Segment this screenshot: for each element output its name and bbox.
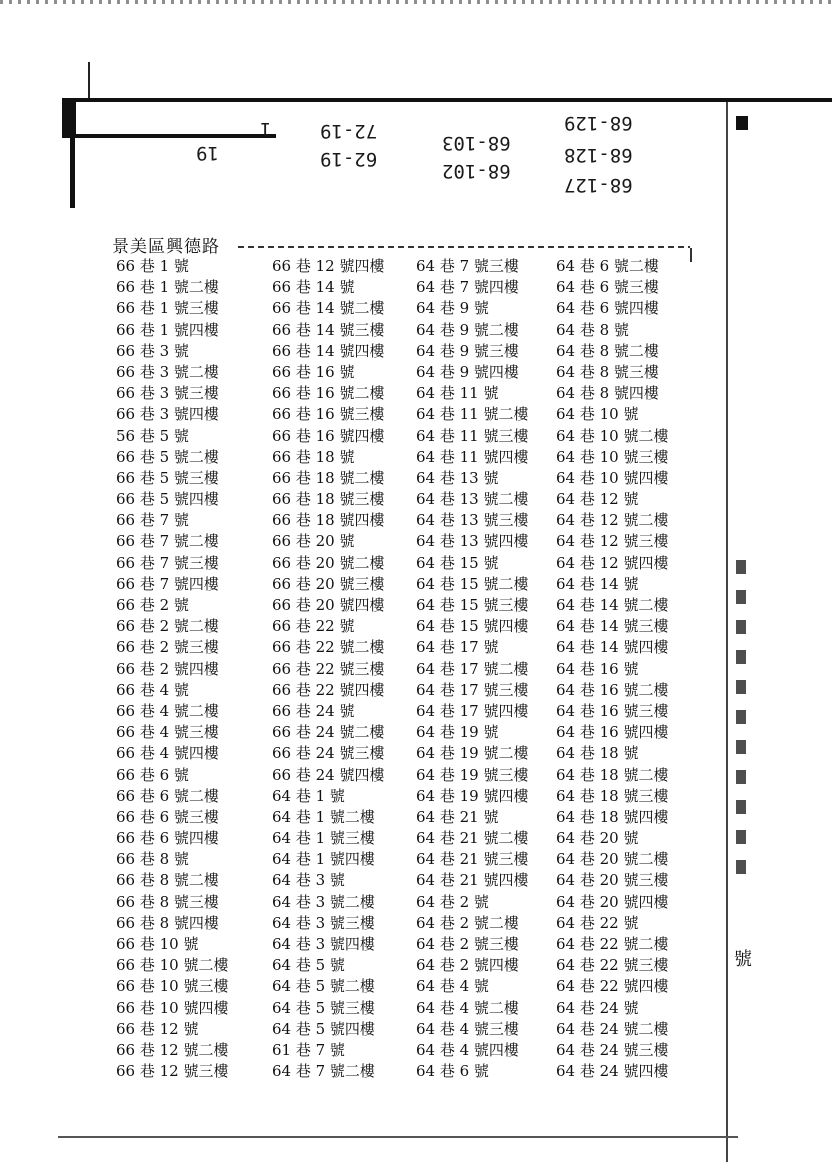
binding-edge-blot bbox=[736, 116, 748, 130]
address-entry: 66 巷 12 號二樓 bbox=[116, 1040, 229, 1059]
address-entry: 66 巷 20 號四樓 bbox=[272, 596, 385, 614]
address-entry: 66 巷 7 號四樓 bbox=[116, 574, 219, 593]
address-entry: 64 巷 20 號四樓 bbox=[556, 892, 669, 911]
header-rule bbox=[76, 134, 276, 138]
address-entry: 66 巷 22 號三樓 bbox=[272, 659, 385, 678]
address-entry: 64 巷 6 號二樓 bbox=[556, 257, 659, 275]
address-entry: 66 巷 3 號三樓 bbox=[116, 384, 219, 403]
address-entry: 64 巷 21 號二樓 bbox=[416, 829, 529, 848]
address-entry: 64 巷 7 號四樓 bbox=[416, 278, 519, 297]
address-entry: 66 巷 14 號四樓 bbox=[272, 341, 385, 360]
address-entry: 64 巷 6 號 bbox=[416, 1062, 489, 1081]
address-entry: 66 巷 18 號 bbox=[272, 447, 355, 466]
address-entry: 64 巷 14 號二樓 bbox=[556, 596, 669, 614]
address-entry: 64 巷 7 號二樓 bbox=[272, 1062, 375, 1081]
address-entry: 64 巷 22 號 bbox=[556, 913, 639, 932]
address-entry: 64 巷 20 號 bbox=[556, 829, 639, 848]
address-entry: 66 巷 14 號 bbox=[272, 278, 355, 297]
address-entry: 64 巷 8 號二樓 bbox=[556, 341, 659, 360]
address-column-1 bbox=[116, 256, 228, 1082]
address-entry: 66 巷 5 號二樓 bbox=[116, 447, 219, 466]
address-entry: 64 巷 9 號 bbox=[416, 299, 489, 318]
address-entry: 66 巷 3 號二樓 bbox=[116, 362, 219, 381]
address-entry: 66 巷 24 號四樓 bbox=[272, 765, 385, 784]
binding-edge-marks bbox=[736, 560, 746, 880]
address-entry: 64 巷 22 號四樓 bbox=[556, 977, 669, 996]
address-entry: 66 巷 1 號三樓 bbox=[116, 299, 219, 318]
mirrored-code: 62-19 bbox=[320, 148, 378, 170]
address-entry: 66 巷 2 號三樓 bbox=[116, 638, 219, 657]
address-entry: 64 巷 4 號 bbox=[416, 977, 489, 996]
address-entry: 64 巷 8 號三樓 bbox=[556, 362, 659, 381]
address-entry: 64 巷 21 號三樓 bbox=[416, 850, 529, 869]
address-entry: 64 巷 13 號三樓 bbox=[416, 511, 529, 530]
address-entry: 66 巷 4 號二樓 bbox=[116, 701, 219, 720]
address-entry: 66 巷 14 號二樓 bbox=[272, 299, 385, 318]
frame-top-border bbox=[62, 98, 832, 102]
address-entry: 64 巷 5 號三樓 bbox=[272, 998, 375, 1017]
address-entry: 66 巷 20 號三樓 bbox=[272, 574, 385, 593]
address-entry: 64 巷 16 號三樓 bbox=[556, 701, 669, 720]
address-entry: 64 巷 18 號 bbox=[556, 744, 639, 763]
address-entry: 64 巷 15 號 bbox=[416, 553, 499, 572]
address-entry: 64 巷 6 號四樓 bbox=[556, 299, 659, 318]
address-entry: 64 巷 18 號二樓 bbox=[556, 765, 669, 784]
address-entry: 64 巷 10 號三樓 bbox=[556, 447, 669, 466]
address-entry: 66 巷 18 號四樓 bbox=[272, 511, 385, 530]
address-entry: 64 巷 7 號三樓 bbox=[416, 257, 519, 275]
address-entry: 66 巷 6 號二樓 bbox=[116, 786, 219, 805]
address-entry: 64 巷 12 號三樓 bbox=[556, 532, 669, 551]
address-entry: 66 巷 7 號 bbox=[116, 511, 189, 530]
address-entry: 64 巷 10 號二樓 bbox=[556, 426, 669, 445]
address-entry: 64 巷 16 號二樓 bbox=[556, 680, 669, 699]
address-entry: 64 巷 4 號三樓 bbox=[416, 1019, 519, 1038]
address-entry: 64 巷 24 號 bbox=[556, 998, 639, 1017]
address-entry: 64 巷 14 號四樓 bbox=[556, 638, 669, 657]
address-entry: 66 巷 8 號四樓 bbox=[116, 913, 219, 932]
address-entry: 66 巷 24 號二樓 bbox=[272, 723, 385, 742]
address-entry: 64 巷 3 號 bbox=[272, 871, 345, 890]
address-entry: 64 巷 15 號三樓 bbox=[416, 596, 529, 614]
address-entry: 64 巷 3 號四樓 bbox=[272, 935, 375, 953]
address-entry: 64 巷 9 號三樓 bbox=[416, 341, 519, 360]
address-entry: 64 巷 1 號四樓 bbox=[272, 850, 375, 869]
address-entry: 64 巷 24 號二樓 bbox=[556, 1019, 669, 1038]
address-entry: 64 巷 2 號 bbox=[416, 892, 489, 911]
address-entry: 66 巷 22 號二樓 bbox=[272, 638, 385, 657]
address-entry: 66 巷 1 號四樓 bbox=[116, 320, 219, 339]
address-column-4 bbox=[556, 256, 668, 1082]
address-entry: 64 巷 21 號 bbox=[416, 807, 499, 826]
address-entry: 64 巷 24 號三樓 bbox=[556, 1040, 669, 1059]
address-entry: 66 巷 4 號四樓 bbox=[116, 744, 219, 763]
address-entry: 56 巷 5 號 bbox=[116, 426, 189, 445]
address-entry: 66 巷 10 號二樓 bbox=[116, 956, 229, 975]
address-entry: 64 巷 20 號三樓 bbox=[556, 871, 669, 890]
mirrored-code: 68-102 bbox=[442, 160, 511, 182]
scan-mark bbox=[88, 62, 90, 98]
address-entry: 64 巷 12 號 bbox=[556, 490, 639, 509]
address-entry: 64 巷 5 號 bbox=[272, 956, 345, 975]
address-entry: 64 巷 18 號四樓 bbox=[556, 807, 669, 826]
address-entry: 66 巷 16 號二樓 bbox=[272, 384, 385, 403]
mirrored-code: 19 bbox=[196, 142, 219, 164]
address-entry: 66 巷 7 號三樓 bbox=[116, 553, 219, 572]
address-entry: 61 巷 7 號 bbox=[272, 1040, 345, 1059]
address-entry: 64 巷 3 號三樓 bbox=[272, 913, 375, 932]
address-entry: 64 巷 22 號三樓 bbox=[556, 956, 669, 975]
address-entry: 64 巷 11 號三樓 bbox=[416, 426, 529, 445]
mirrored-code: 68-127 bbox=[564, 174, 633, 196]
mirrored-code: 72-19 bbox=[320, 120, 378, 142]
address-entry: 66 巷 2 號四樓 bbox=[116, 659, 219, 678]
address-entry: 64 巷 10 號四樓 bbox=[556, 468, 669, 487]
address-entry: 66 巷 22 號 bbox=[272, 617, 355, 636]
address-entry: 66 巷 10 號四樓 bbox=[116, 998, 229, 1017]
address-entry: 66 巷 10 號 bbox=[116, 935, 199, 953]
address-entry: 66 巷 8 號 bbox=[116, 850, 189, 869]
address-entry: 64 巷 19 號三樓 bbox=[416, 765, 529, 784]
address-entry: 66 巷 2 號 bbox=[116, 596, 189, 614]
address-entry: 66 巷 18 號三樓 bbox=[272, 490, 385, 509]
frame-bottom-border bbox=[58, 1136, 738, 1138]
mirrored-code: 68-129 bbox=[564, 112, 633, 134]
address-entry: 64 巷 5 號二樓 bbox=[272, 977, 375, 996]
address-entry: 66 巷 2 號二樓 bbox=[116, 617, 219, 636]
mirrored-code: 1 bbox=[260, 118, 272, 140]
address-entry: 64 巷 17 號四樓 bbox=[416, 701, 529, 720]
address-entry: 64 巷 1 號二樓 bbox=[272, 807, 375, 826]
address-entry: 64 巷 11 號四樓 bbox=[416, 447, 529, 466]
address-entry: 66 巷 8 號二樓 bbox=[116, 871, 219, 890]
mirrored-header bbox=[76, 104, 684, 210]
address-entry: 64 巷 1 號三樓 bbox=[272, 829, 375, 848]
address-entry: 64 巷 8 號四樓 bbox=[556, 384, 659, 403]
address-entry: 66 巷 6 號 bbox=[116, 765, 189, 784]
title-rule bbox=[238, 246, 690, 248]
address-entry: 64 巷 13 號四樓 bbox=[416, 532, 529, 551]
rule-end-mark bbox=[690, 248, 692, 262]
address-entry: 64 巷 5 號四樓 bbox=[272, 1019, 375, 1038]
address-entry: 64 巷 24 號四樓 bbox=[556, 1062, 669, 1081]
address-entry: 64 巷 20 號二樓 bbox=[556, 850, 669, 869]
address-entry: 64 巷 13 號二樓 bbox=[416, 490, 529, 509]
address-entry: 66 巷 7 號二樓 bbox=[116, 532, 219, 551]
scan-noise-strip bbox=[0, 0, 832, 4]
address-entry: 66 巷 12 號四樓 bbox=[272, 257, 385, 275]
address-entry: 64 巷 14 號三樓 bbox=[556, 617, 669, 636]
address-entry: 66 巷 6 號四樓 bbox=[116, 829, 219, 848]
address-entry: 64 巷 9 號四樓 bbox=[416, 362, 519, 381]
address-column-2 bbox=[272, 256, 384, 1082]
address-entry: 66 巷 3 號 bbox=[116, 341, 189, 360]
address-entry: 66 巷 20 號 bbox=[272, 532, 355, 551]
address-entry: 64 巷 15 號四樓 bbox=[416, 617, 529, 636]
address-entry: 64 巷 2 號三樓 bbox=[416, 935, 519, 953]
address-entry: 64 巷 16 號 bbox=[556, 659, 639, 678]
address-entry: 64 巷 12 號二樓 bbox=[556, 511, 669, 530]
address-entry: 66 巷 20 號二樓 bbox=[272, 553, 385, 572]
address-entry: 64 巷 13 號 bbox=[416, 468, 499, 487]
address-entry: 66 巷 22 號四樓 bbox=[272, 680, 385, 699]
address-entry: 66 巷 24 號 bbox=[272, 701, 355, 720]
address-entry: 64 巷 18 號三樓 bbox=[556, 786, 669, 805]
address-entry: 66 巷 3 號四樓 bbox=[116, 405, 219, 424]
frame-right-border bbox=[726, 102, 728, 1162]
frame-left-border bbox=[70, 98, 75, 208]
address-entry: 64 巷 10 號 bbox=[556, 405, 639, 424]
address-entry: 64 巷 4 號四樓 bbox=[416, 1040, 519, 1059]
address-entry: 66 巷 12 號 bbox=[116, 1019, 199, 1038]
address-entry: 64 巷 17 號 bbox=[416, 638, 499, 657]
address-entry: 66 巷 18 號二樓 bbox=[272, 468, 385, 487]
address-entry: 66 巷 16 號 bbox=[272, 362, 355, 381]
address-entry: 66 巷 16 號四樓 bbox=[272, 426, 385, 445]
address-entry: 66 巷 5 號三樓 bbox=[116, 468, 219, 487]
address-entry: 64 巷 17 號二樓 bbox=[416, 659, 529, 678]
address-entry: 64 巷 19 號四樓 bbox=[416, 786, 529, 805]
address-entry: 66 巷 24 號三樓 bbox=[272, 744, 385, 763]
address-entry: 64 巷 21 號四樓 bbox=[416, 871, 529, 890]
address-entry: 66 巷 5 號四樓 bbox=[116, 490, 219, 509]
address-entry: 64 巷 8 號 bbox=[556, 320, 629, 339]
address-entry: 64 巷 19 號 bbox=[416, 723, 499, 742]
address-entry: 64 巷 22 號二樓 bbox=[556, 935, 669, 953]
address-entry: 66 巷 4 號 bbox=[116, 680, 189, 699]
address-entry: 64 巷 12 號四樓 bbox=[556, 553, 669, 572]
address-entry: 64 巷 11 號二樓 bbox=[416, 405, 529, 424]
side-mark: 號 bbox=[734, 949, 752, 970]
address-entry: 64 巷 16 號四樓 bbox=[556, 723, 669, 742]
mirrored-code: 68-128 bbox=[564, 144, 633, 166]
address-entry: 64 巷 14 號 bbox=[556, 574, 639, 593]
address-entry: 66 巷 6 號三樓 bbox=[116, 807, 219, 826]
address-entry: 64 巷 17 號三樓 bbox=[416, 680, 529, 699]
address-entry: 64 巷 4 號二樓 bbox=[416, 998, 519, 1017]
address-entry: 64 巷 6 號三樓 bbox=[556, 278, 659, 297]
address-entry: 64 巷 19 號二樓 bbox=[416, 744, 529, 763]
address-entry: 66 巷 12 號三樓 bbox=[116, 1062, 229, 1081]
address-entry: 66 巷 1 號二樓 bbox=[116, 278, 219, 297]
address-entry: 66 巷 4 號三樓 bbox=[116, 723, 219, 742]
address-entry: 66 巷 1 號 bbox=[116, 257, 189, 275]
address-entry: 64 巷 9 號二樓 bbox=[416, 320, 519, 339]
address-column-3 bbox=[416, 256, 528, 1082]
address-entry: 66 巷 8 號三樓 bbox=[116, 892, 219, 911]
address-entry: 66 巷 10 號三樓 bbox=[116, 977, 229, 996]
address-entry: 64 巷 15 號二樓 bbox=[416, 574, 529, 593]
section-title: 景美區興德路 bbox=[112, 237, 220, 257]
address-entry: 64 巷 11 號 bbox=[416, 384, 499, 403]
address-entry: 64 巷 1 號 bbox=[272, 786, 345, 805]
address-entry: 64 巷 2 號四樓 bbox=[416, 956, 519, 975]
address-entry: 64 巷 3 號二樓 bbox=[272, 892, 375, 911]
address-entry: 66 巷 14 號三樓 bbox=[272, 320, 385, 339]
address-entry: 64 巷 2 號二樓 bbox=[416, 913, 519, 932]
mirrored-code: 68-103 bbox=[442, 132, 511, 154]
address-entry: 66 巷 16 號三樓 bbox=[272, 405, 385, 424]
